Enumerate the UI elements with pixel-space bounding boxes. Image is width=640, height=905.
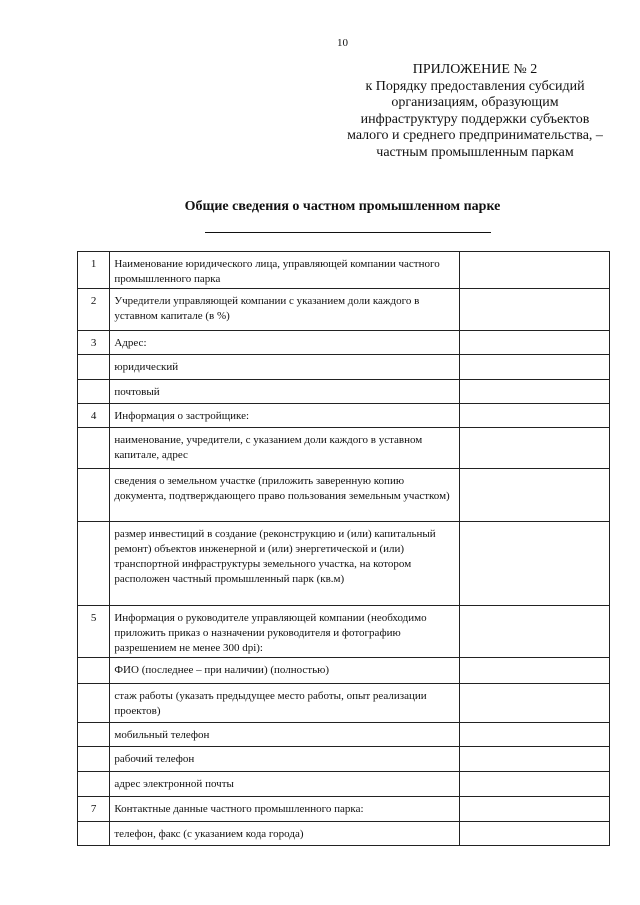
row-number — [78, 822, 110, 846]
title-underline — [205, 232, 491, 233]
page-number: 10 — [337, 37, 348, 49]
table-row — [78, 469, 610, 522]
appendix-line: к Порядку предоставления субсидий — [365, 78, 585, 94]
row-label: сведения о земельном участке (приложить заверенную копию документа, подтверждающего право пользования земельным участком) — [110, 469, 460, 522]
table-row — [78, 797, 610, 822]
row-label: Адрес: — [110, 331, 460, 355]
table-row — [78, 723, 610, 747]
row-label: рабочий телефон — [110, 747, 460, 772]
row-value-cell[interactable] — [460, 684, 610, 723]
table-row — [78, 522, 610, 606]
row-label: ФИО (последнее – при наличии) (полностью) — [110, 658, 460, 684]
row-value-cell[interactable] — [460, 428, 610, 469]
row-number — [78, 355, 110, 380]
table-row — [78, 658, 610, 684]
table-row — [78, 772, 610, 797]
appendix-line: организациям, образующим — [391, 95, 559, 110]
row-label: Информация о застройщике: — [110, 404, 460, 428]
row-value-cell[interactable] — [460, 380, 610, 404]
row-label: размер инвестиций в создание (реконструкцию и (или) капитальный ремонт) объектов инженерной и (или) энергетической и (или) транспортной инфраструктуры земельного участка, на котором расположен частный промышленный парк (кв.м) — [110, 522, 460, 606]
appendix-line: малого и среднего предпринимательства, – — [347, 128, 603, 143]
row-label: наименование, учредители, с указанием доли каждого в уставном капитале, адрес — [110, 428, 460, 469]
row-value-cell[interactable] — [460, 252, 610, 289]
info-table — [77, 251, 610, 846]
row-value-cell[interactable] — [460, 797, 610, 822]
row-label: почтовый — [110, 380, 460, 404]
row-label: Контактные данные частного промышленного парка: — [110, 797, 460, 822]
row-value-cell[interactable] — [460, 404, 610, 428]
row-value-cell[interactable] — [460, 822, 610, 846]
row-value-cell[interactable] — [460, 289, 610, 331]
row-number: 4 — [78, 404, 110, 428]
row-number — [78, 723, 110, 747]
row-value-cell[interactable] — [460, 606, 610, 658]
row-label: стаж работы (указать предыдущее место работы, опыт реализации проектов) — [110, 684, 460, 723]
table-row — [78, 252, 610, 289]
row-value-cell[interactable] — [460, 658, 610, 684]
row-number — [78, 469, 110, 522]
appendix-line: частным промышленным паркам — [376, 144, 574, 160]
document-title: Общие сведения о частном промышленном парке — [184, 199, 501, 214]
table-row — [78, 428, 610, 469]
table-row — [78, 606, 610, 658]
table-row — [78, 331, 610, 355]
row-number: 1 — [78, 252, 110, 289]
row-number: 7 — [78, 797, 110, 822]
row-label: телефон, факс (с указанием кода города) — [110, 822, 460, 846]
row-value-cell[interactable] — [460, 331, 610, 355]
row-number — [78, 658, 110, 684]
row-label: адрес электронной почты — [110, 772, 460, 797]
table-row — [78, 380, 610, 404]
row-value-cell[interactable] — [460, 723, 610, 747]
row-number — [78, 684, 110, 723]
row-value-cell[interactable] — [460, 747, 610, 772]
row-label: Учредители управляющей компании с указанием доли каждого в уставном капитале (в %) — [110, 289, 460, 331]
row-number — [78, 522, 110, 606]
appendix-line: инфраструктуру поддержки субъектов — [360, 111, 590, 127]
row-number — [78, 428, 110, 469]
row-number — [78, 772, 110, 797]
row-value-cell[interactable] — [460, 355, 610, 380]
row-value-cell[interactable] — [460, 772, 610, 797]
row-number: 5 — [78, 606, 110, 658]
appendix-header — [310, 62, 640, 161]
row-number: 2 — [78, 289, 110, 331]
row-number — [78, 380, 110, 404]
table-row — [78, 355, 610, 380]
table-row — [78, 684, 610, 723]
row-number — [78, 747, 110, 772]
row-value-cell[interactable] — [460, 522, 610, 606]
table-row — [78, 289, 610, 331]
row-number: 3 — [78, 331, 110, 355]
row-label: мобильный телефон — [110, 723, 460, 747]
row-value-cell[interactable] — [460, 469, 610, 522]
row-label: Наименование юридического лица, управляющей компании частного промышленного парка — [110, 252, 460, 289]
table-row — [78, 404, 610, 428]
appendix-title: ПРИЛОЖЕНИЕ № 2 — [412, 62, 538, 77]
table-row — [78, 747, 610, 772]
table-row — [78, 822, 610, 846]
row-label: юридический — [110, 355, 460, 380]
row-label: Информация о руководителе управляющей компании (необходимо приложить приказ о назначении руководителя и фотографию разрешением не менее 300 dpi): — [110, 606, 460, 658]
